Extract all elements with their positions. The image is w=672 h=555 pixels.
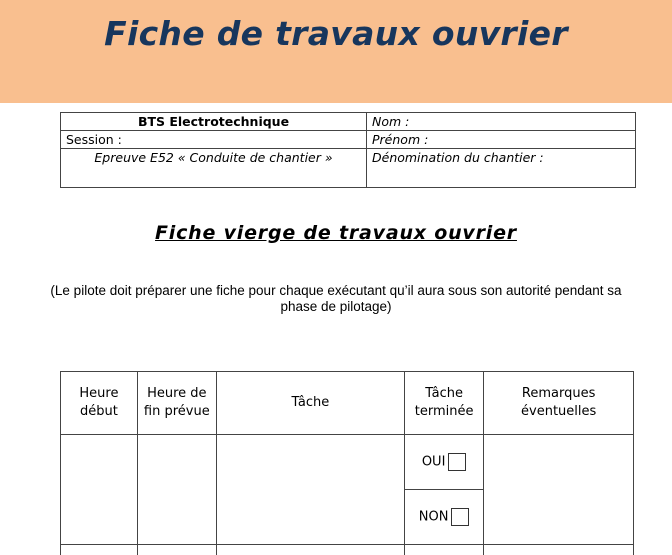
header-task-done: Tâche terminée	[404, 372, 483, 435]
task-header-row	[61, 372, 634, 435]
info-row	[61, 113, 636, 131]
prenom-field[interactable]: Prénom :	[367, 131, 636, 149]
form-subtitle	[0, 222, 672, 244]
header-task: Tâche	[216, 372, 404, 435]
nom-field[interactable]: Nom :	[367, 113, 636, 131]
info-row	[61, 149, 636, 188]
end-time-cell[interactable]	[137, 545, 216, 555]
info-row	[61, 131, 636, 149]
non-label: NON	[419, 510, 449, 525]
table-row	[61, 545, 634, 555]
non-option	[404, 490, 483, 545]
table-row	[61, 435, 634, 490]
header-remarks: Remarques éventuelles	[484, 372, 634, 435]
oui-checkbox[interactable]	[448, 453, 466, 471]
task-cell[interactable]	[216, 435, 404, 545]
header-end-time: Heure de fin prévue	[137, 372, 216, 435]
info-table	[60, 112, 636, 188]
header-start-time: Heure début	[61, 372, 138, 435]
title-banner	[0, 0, 672, 103]
remarks-cell[interactable]	[484, 545, 634, 555]
course-cell: BTS Electrotechnique	[61, 113, 367, 131]
chantier-field[interactable]: Dénomination du chantier :	[367, 149, 636, 188]
task-cell[interactable]	[216, 545, 404, 555]
instruction-note: (Le pilote doit préparer une fiche pour chaque exécutant qu’il aura sous son autorité pendant sa phase de pilotage)	[40, 283, 632, 315]
oui-option	[404, 435, 483, 490]
start-time-cell[interactable]	[61, 435, 138, 545]
subtitle-text: Fiche vierge de travaux ouvrier	[155, 222, 517, 244]
end-time-cell[interactable]	[137, 435, 216, 545]
start-time-cell[interactable]	[61, 545, 138, 555]
oui-label: OUI	[422, 455, 446, 470]
task-done-cell[interactable]	[404, 545, 483, 555]
exam-cell: Epreuve E52 « Conduite de chantier »	[61, 149, 367, 188]
remarks-cell[interactable]	[484, 435, 634, 545]
session-field[interactable]: Session :	[61, 131, 367, 149]
non-checkbox[interactable]	[451, 508, 469, 526]
page-title: Fiche de travaux ouvrier	[0, 14, 672, 53]
task-table	[60, 371, 634, 555]
